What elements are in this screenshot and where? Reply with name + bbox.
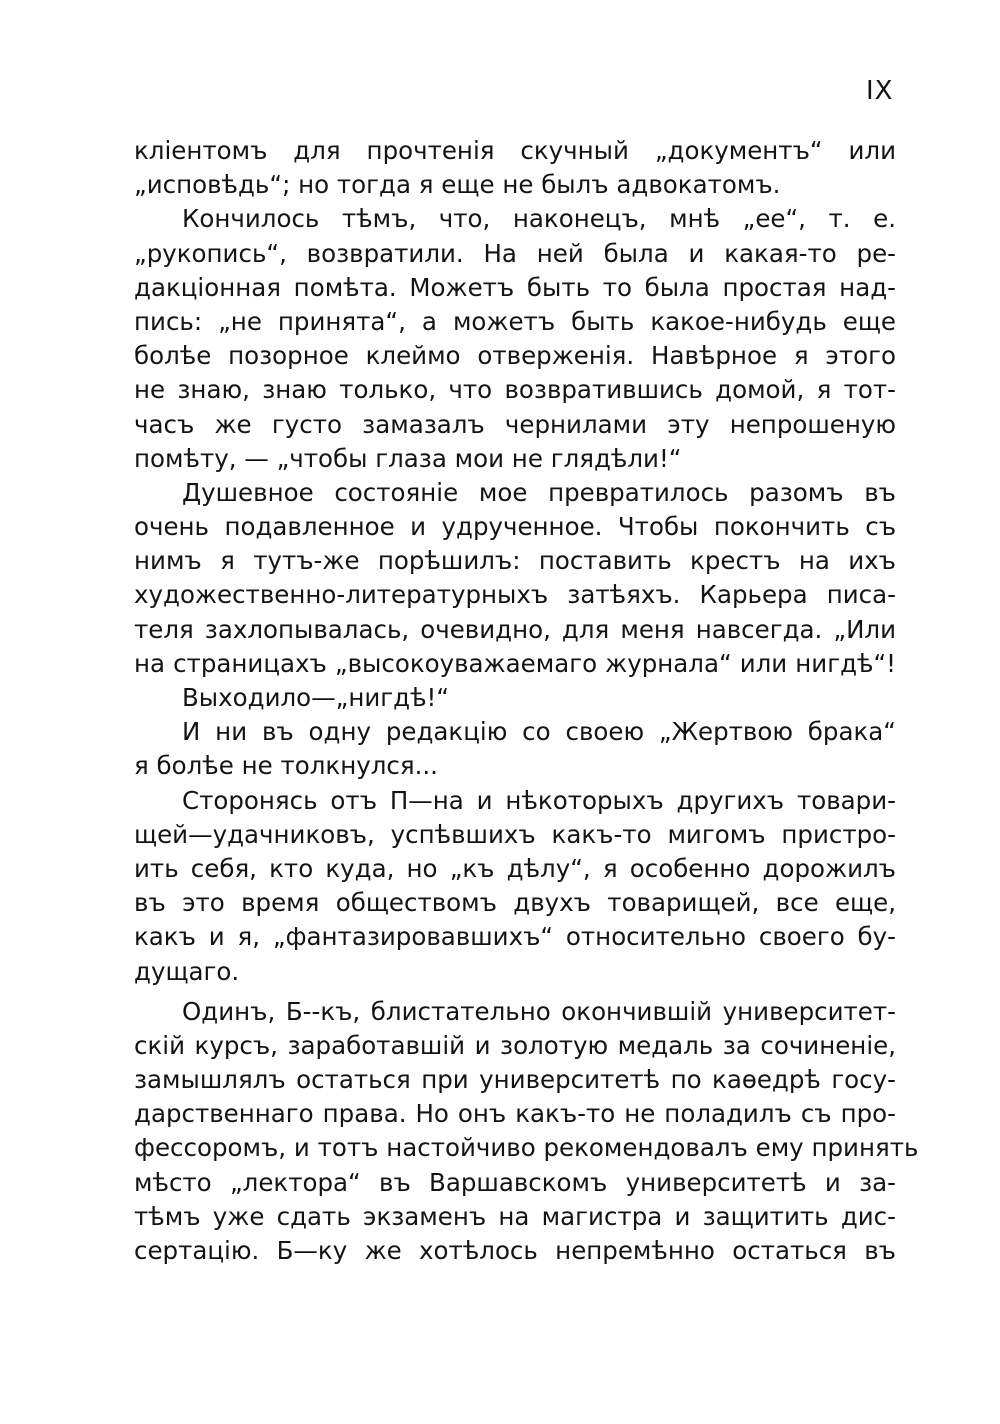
text-line: Душевное состояніе мое превратилось разомъ въ [182, 477, 896, 507]
text-line: Выходило—„нигдѣ!“ [182, 683, 450, 712]
text-line: Кончилось тѣмъ, что, наконецъ, мнѣ „ее“, т. е. [182, 204, 896, 234]
text-line: замышлялъ остаться при университетѣ по каѳедрѣ госу- [134, 1065, 896, 1095]
text-line: „исповѣдь“; но тогда я еще не былъ адвокатомъ. [134, 170, 781, 200]
text-line: Сторонясь отъ П—на и нѣкоторыхъ другихъ товари- [182, 785, 896, 815]
text-line: кліентомъ для прочтенія скучный „документъ“ или [134, 136, 896, 165]
text-line: дущаго. [134, 956, 240, 986]
text-line: ить себя, кто куда, но „къ дѣлу“, я особенно дорожилъ [134, 853, 896, 883]
text-line: нимъ я тутъ-же порѣшилъ: поставить крестъ на ихъ [134, 546, 896, 576]
text-line: художественно-литературныхъ затѣяхъ. Карьера писа- [134, 580, 896, 610]
text-line: тѣмъ уже сдать экзаменъ на магистра и защитить дис- [134, 1201, 896, 1231]
text-line: теля захлопывалась, очевидно, для меня навсегда. „Или [134, 614, 896, 644]
text-line: мѣсто „лектора“ въ Варшавскомъ университетѣ и за- [134, 1167, 896, 1197]
text-line: фессоромъ, и тотъ настойчиво рекомендовалъ ему принять [134, 1133, 919, 1163]
text-line: очень подавленное и удрученное. Чтобы покончить съ [134, 512, 896, 542]
body-text [134, 134, 919, 1268]
text-line: на страницахъ „высокоуважаемаго журнала“ или нигдѣ“! [134, 648, 896, 678]
text-line: часъ же густо замазалъ чернилами эту непрошеную [134, 409, 896, 439]
text-line: скій курсъ, заработавшій и золотую медаль за сочиненіе, [134, 1030, 896, 1060]
text-line: въ это время обществомъ двухъ товарищей, все еще, [134, 888, 896, 918]
text-line: пись: „не принята“, а можетъ быть какое-нибудь еще [134, 306, 896, 336]
text-line: какъ и я, „фантазировавшихъ“ относительно своего бу- [134, 922, 896, 952]
text-line: И ни въ одну редакцію со своею „Жертвою брака“ [182, 717, 896, 747]
text-line: сертацію. Б—ку же хотѣлось непремѣнно остаться въ [134, 1236, 896, 1265]
text-line: я болѣе не толкнулся... [134, 751, 438, 781]
page-number: IX [866, 76, 894, 106]
text-line: болѣе позорное клеймо отверженія. Навѣрное я этого [134, 341, 896, 371]
text-line: не знаю, знаю только, что возвратившись домой, я тот- [134, 375, 896, 405]
text-line: дарственнаго права. Но онъ какъ-то не поладилъ съ про- [134, 1099, 896, 1129]
text-line: помѣту, — „чтобы глаза мои не глядѣли!“ [134, 443, 682, 473]
text-line: щей—удачниковъ, успѣвшихъ какъ-то мигомъ пристро- [134, 819, 896, 849]
text-line: дакціонная помѣта. Можетъ быть то была простая над- [134, 272, 896, 302]
text-line: Одинъ, Б--къ, блистательно окончившій университет- [182, 996, 896, 1026]
text-line: „рукопись“, возвратили. На ней была и какая-то ре- [134, 238, 896, 268]
